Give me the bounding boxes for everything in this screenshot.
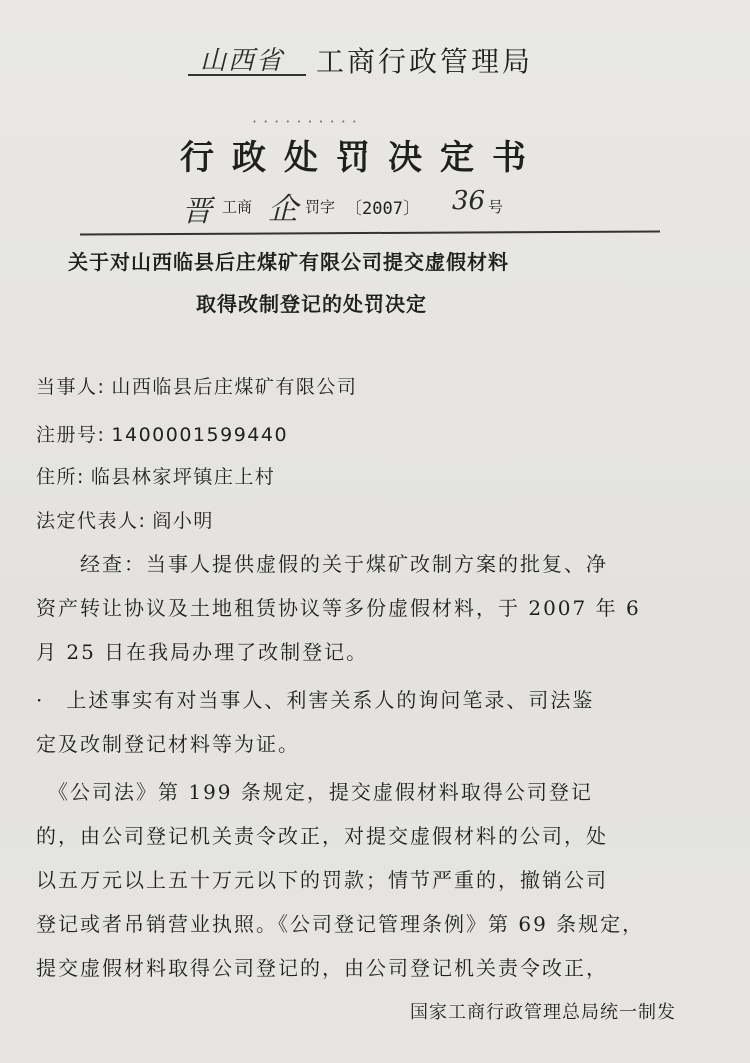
decorative-dots: ··········: [252, 112, 363, 131]
addr-value: 临县林家坪镇庄上村: [90, 466, 276, 488]
reg-value: 1400001599440: [111, 424, 289, 446]
subject-line-1: 关于对山西临县后庄煤矿有限公司提交虚假材料: [68, 250, 509, 274]
field-registration: [36, 420, 288, 447]
body-p2-line1: · 上述事实有对当事人、利害关系人的询问笔录、司法鉴: [36, 688, 595, 712]
document-type-title: 行政处罚决定书: [180, 138, 544, 178]
body-p2-line2: 定及改制登记材料等为证。: [36, 732, 300, 756]
field-address: [36, 462, 275, 489]
bureau-name: 工商行政管理局: [316, 45, 534, 78]
doc-number-gongshang: 工商: [222, 198, 253, 216]
party-label: 当事人:: [36, 376, 106, 398]
doc-number-char: 企: [268, 192, 298, 227]
handwritten-province: 山西省: [200, 46, 285, 76]
doc-number-hao: 号: [488, 198, 504, 216]
body-p1-line2: 资产转让协议及土地租赁协议等多份虚假材料，于 2007 年 6: [36, 596, 641, 620]
rep-value: 阎小明: [152, 510, 214, 532]
doc-number-fazi: 罚字: [305, 198, 336, 216]
province-underline: [188, 74, 306, 76]
header-rule: [80, 230, 660, 235]
party-value: 山西临县后庄煤矿有限公司: [111, 376, 358, 398]
doc-number-prefix: 晋: [182, 194, 212, 229]
body-p3-line3: 以五万元以上五十万元以下的罚款；情节严重的，撤销公司: [36, 868, 608, 892]
doc-number-value: 36: [452, 186, 486, 216]
reg-label: 注册号:: [36, 424, 106, 446]
body-p3-line4: 登记或者吊销营业执照。《公司登记管理条例》第 69 条规定，: [36, 912, 645, 936]
rep-label: 法定代表人:: [36, 510, 147, 532]
body-p1-line1: 经查：当事人提供虚假的关于煤矿改制方案的批复、净: [36, 552, 608, 576]
subject-line-2: 取得改制登记的处罚决定: [196, 292, 427, 316]
body-p3-line2: 的，由公司登记机关责令改正，对提交虚假材料的公司，处: [36, 824, 608, 848]
body-p3-line5: 提交虚假材料取得公司登记的，由公司登记机关责令改正，: [36, 956, 608, 980]
field-legal-rep: [36, 506, 214, 533]
addr-label: 住所:: [36, 466, 85, 488]
body-p1-line3: 月 25 日在我局办理了改制登记。: [36, 640, 369, 664]
field-party: [36, 372, 357, 399]
issuer-footer: 国家工商行政管理总局统一制发: [410, 1002, 676, 1023]
body-p3-line1: 《公司法》第 199 条规定，提交虚假材料取得公司登记: [36, 780, 593, 804]
doc-number-year: 〔2007〕: [345, 199, 420, 219]
